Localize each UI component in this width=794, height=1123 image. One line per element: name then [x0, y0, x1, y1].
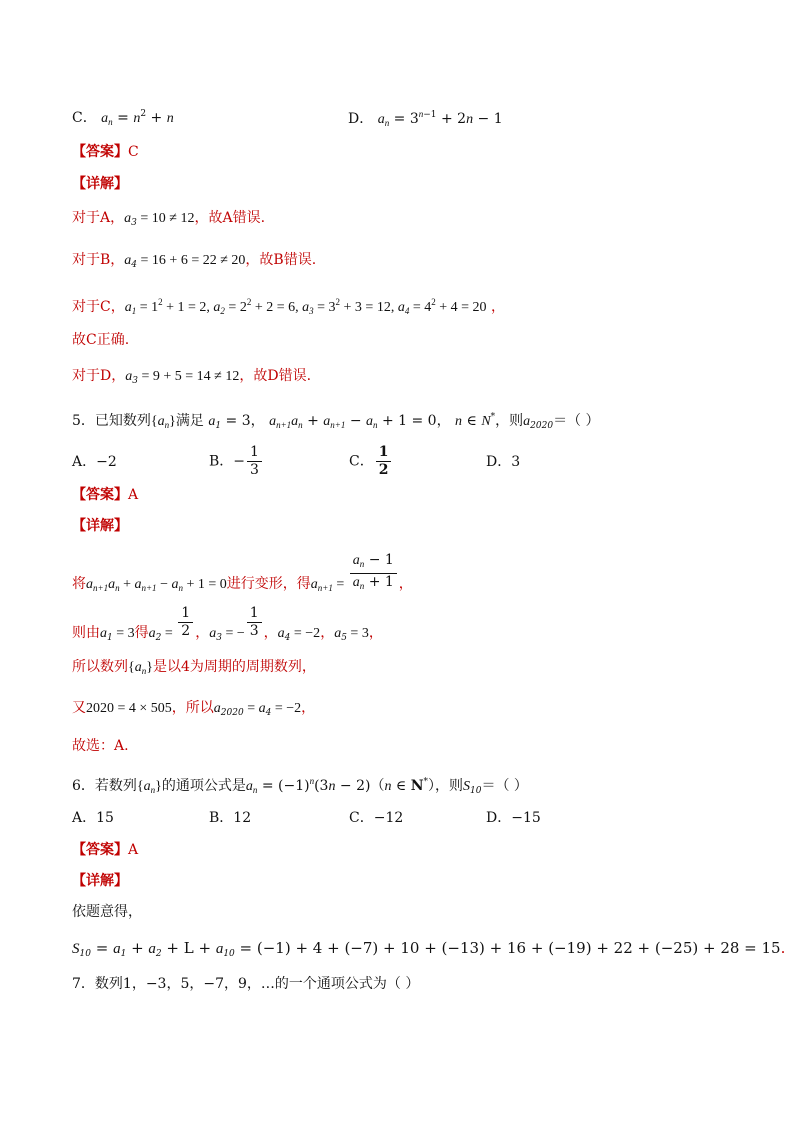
q4-detail-b: 对于B，$a_4 = 16 + 6 = 22 \ne 20$，故B错误.	[72, 252, 317, 270]
q5-option-c: C． $\frac{1}{2}$	[349, 444, 393, 479]
q4-detail-c: 对于C，$a_1 = 1^2 + 1 = 2$, $a_2 = 2^2 + 2 = 6$, $a_3 = 3^2 + 3 = 12$, $a_4 = 4^2 + 4 = 20$ ，	[72, 297, 505, 316]
q6-option-c: C．−12	[349, 810, 404, 826]
q5-step-3: 所以数列$\{a_n\}$是以4为周期的周期数列，	[72, 659, 316, 676]
q6-option-d: D．−15	[486, 810, 541, 826]
q4-detail-d: 对于D，$a_3 = 9 + 5 = 14 \ne 12$，故D错误.	[72, 368, 312, 386]
q6-answer: 【答案】A	[72, 842, 139, 858]
q4-detail-a: 对于A，$a_3 = 10 \ne 12$，故A错误.	[72, 210, 266, 228]
q5-option-b: B．− $\frac{1}{3}$	[209, 444, 264, 479]
q5-answer: 【答案】A	[72, 487, 139, 503]
q6-sum: $S_{10} = a_1 + a_2 + L + a_{10} = (-1) + 4 + (-7) + 10 + (-13) + 16 + (-19) + 22 + (-25) + 28 = 15$.	[72, 939, 786, 959]
q6-option-a: A．15	[72, 810, 114, 826]
q5-conclusion: 故选：A.	[72, 738, 129, 754]
q6-detail-heading: 【详解】	[72, 873, 128, 889]
q6-options	[72, 808, 722, 828]
q5-detail-heading: 【详解】	[72, 518, 128, 534]
q5-step-2: 则由$a_1 = 3$得$a_2$ = $\frac{1}{2}$ ，$a_3$ = − $\frac{1}{3}$ ，$a_4 = -2$，$a_5 = 3$，	[72, 605, 383, 643]
q6-option-b: B．12	[209, 810, 252, 826]
q5-stem: 5．已知数列$\{a_n\}$满足 $a_1 = 3$， $a_{n+1}a_n + a_{n+1} - a_n + 1 = 0$， n ∈ N*，则$a_{2020}=$（ ）	[72, 412, 600, 431]
q6-stem: 6．若数列$\{a_n\}$的通项公式是$a_n = (-1)^n(3n - 2)(n$ ∈ N*），则$S_{10}=$（ ）	[72, 776, 528, 796]
q4-answer: 【答案】C	[72, 144, 139, 160]
q6-intro: 依题意得，	[72, 904, 142, 920]
q4-option-c: C． $a_n = n^2 + n$	[72, 109, 174, 127]
q4-detail-heading: 【详解】	[72, 176, 128, 192]
q5-option-a: A．−2	[72, 454, 117, 470]
q5-options	[72, 444, 722, 484]
q4-detail-c-conclusion: 故C正确.	[72, 332, 130, 348]
q5-step-4: 又2020 = 4 × 505，所以$a_{2020} = a_4 = -2$，	[72, 700, 316, 718]
q5-step-1: 将$a_{n+1}a_n + a_{n+1} - a_n + 1 = 0$进行变形，得$a_{n+1}$ = $\frac{a_n - 1}{a_n + 1}$ ，	[72, 552, 413, 593]
q5-option-d: D．3	[486, 454, 521, 470]
q7-stem: 7．数列1，−3，5，−7，9，…的一个通项公式为（ ）	[72, 976, 420, 992]
q4-option-d: D． $a_n = 3^{n-1} + 2n - 1$	[348, 109, 503, 128]
